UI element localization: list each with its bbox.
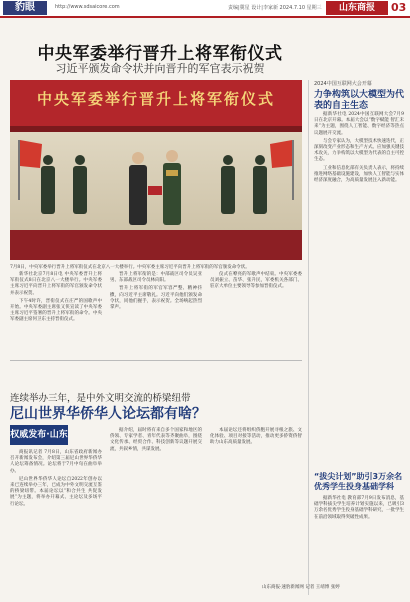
lead-article-col-3 [210,272,302,293]
photo-caption: 7月8日，中央军委举行晋升上将军衔仪式在北京八一大楼举行。中央军委主席习近平向晋升上将军衔的军官颁发命令状。 [10,265,250,270]
feature-paragraph: 据介绍，届时将有来自多个国家和地区的侨领、专家学者、青年代表等齐聚曲阜，围绕文化传承、经贸合作、科技创新等议题开展交流，共叙乡情，共谋发展。 [110,428,202,452]
feature-col-2 [110,428,202,455]
sidebar-body [314,112,404,186]
column-divider [308,80,309,595]
photo-banner-text: 中央军委举行晋升上将军衔仪式 [36,90,276,108]
lead-paragraph: 下午4时许，晋衔仪式在庄严的国歌声中开始。中央军委副主席张又侠宣读了中央军委主席习近平签署的晋升上将军衔的命令。中央军委副主席何卫东主持晋衔仪式。 [10,298,102,323]
sidebar-paragraph: 据新华社电 教育部7月9日发布消息，基础学科拔尖学生培养计划实施以来，已吸引3万余名优秀学生投身基础学科研究，一批学生在前沿领域取得突破性成果。 [314,496,404,520]
lead-article-col-2 [110,272,202,313]
lead-headline: 中央军委举行晋升上将军衔仪式 [37,44,283,64]
feature-col-3 [210,428,302,449]
issue-meta: 责编|冀星 设计|李家新 2024.7.10 星期三 [228,5,322,11]
lead-article-col-1 [10,272,102,326]
masthead-logo: 豹眼 [3,1,47,15]
feature-title: 尼山世界华侨华人论坛都有啥？ [10,406,206,422]
feature-credit: 山东商报·速豹新闻网 记者 王靖博 张婷 [262,585,340,590]
sidebar-story [314,80,404,112]
feature-pretitle: 连续举办三年，是中外文明交流的桥梁纽带 [10,393,191,404]
sidebar-second-title: “拔尖计划”助引3万余名优秀学生投身基础学科 [314,472,403,491]
page-number: 03 [391,1,407,14]
newspaper-brand: 山东商报 [326,1,388,15]
sidebar-paragraph: 与会专家认为，大模型技术快速迭代，正深刻改变产业形态和生产方式。应加强关键技术攻关，力争构筑以大模型为代表的自主可控生态。 [314,138,404,163]
section-badge: 权威发布·山东 [10,425,68,445]
feature-col-1 [10,450,102,510]
sidebar-title: 力争构筑以大模型为代表的自主生态 [314,90,405,111]
site-url: http://www.sdsaicore.com [55,4,120,10]
sidebar-second-body [314,496,404,523]
lead-paragraph: 晋升上将军衔的军官军容严整、精神抖擞，向习近平主席敬礼。习近平向他们颁发命令状，同他们握手，表示祝贺。全场响起热烈掌声。 [110,286,202,311]
section-divider [10,360,302,361]
feature-paragraph: 尼山世界华侨华人论坛自2022年创办以来已连续举办三年，已成为中外文明交流互鉴的桥梁纽带。本届论坛以“和合共生 共促发展”为主题，将举办开幕式、主论坛及多场平行论坛。 [10,476,102,507]
sidebar-paragraph: 据新华社电 2024中国互联网大会7月9日在北京开幕。本届大会以“数字赋能 智汇未来”为主题，围绕人工智能、数字经济等热点议题展开交流。 [314,112,404,136]
lead-photo [10,80,302,260]
lead-paragraph: 仪式在嘹亮的军歌声中结束。中央军委委员刘振立、苗华、张升民，军委机关各部门、驻京大单位主要领导等参加晋衔仪式。 [210,272,302,290]
feature-paragraph: 商报讯记者 7月8日，山东省政府新闻办召开新闻发布会，介绍第三届尼山世界华侨华人论坛筹备情况。论坛将于7月中旬在曲阜举办。 [10,450,102,474]
lead-paragraph: 晋升上将军衔的是：中部战区司令员吴亚男、东部战区司令员林向阳。 [110,272,202,284]
sidebar-kicker: 2024中国互联网大会开幕 [314,81,372,87]
sidebar-paragraph: 工业和信息化部有关负责人表示，将持续推进网络基础设施建设，加快人工智能与实体经济深度融合，为高质量发展注入新动能。 [314,165,404,184]
lead-paragraph: 新华社北京7月8日电 中央军委晋升上将军衔仪式8日在北京八一大楼举行。中央军委主席习近平向晋升上将军衔的军官颁发命令状并表示祝贺。 [10,272,102,296]
lead-subheadline: 习近平颁发命令状并向晋升的军官表示祝贺 [55,62,265,75]
page-header [0,0,410,18]
feature-paragraph: 本届论坛还将组织侨胞开展寻根之旅、文化体验、项目对接等活动，推动更多侨资侨智助力山东高质量发展。 [210,428,302,446]
